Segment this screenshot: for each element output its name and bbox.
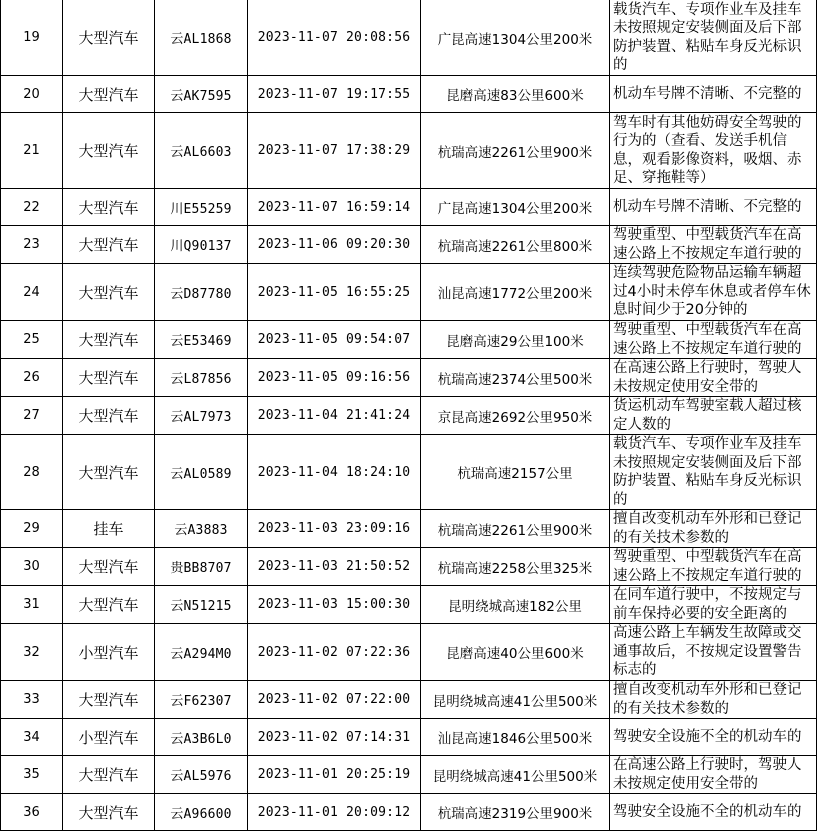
table-row [1,264,817,321]
cell-index: 26 [1,359,63,397]
cell-violation-time: 2023-11-04 21:41:24 [248,397,421,435]
cell-vehicle-type: 大型汽车 [63,0,155,76]
table-row [1,113,817,189]
cell-violation-description: 驾驶安全设施不全的机动车的 [610,794,817,831]
cell-violation-time: 2023-11-03 15:00:30 [248,586,421,624]
cell-vehicle-type: 大型汽车 [63,113,155,189]
cell-plate-number: 云D87780 [155,264,248,321]
table-row [1,719,817,756]
cell-index: 34 [1,719,63,756]
cell-index: 29 [1,510,63,548]
table-row [1,510,817,548]
cell-index: 22 [1,189,63,226]
cell-index: 35 [1,756,63,794]
cell-vehicle-type: 大型汽车 [63,397,155,435]
cell-plate-number: 川Q90137 [155,226,248,264]
table-row [1,0,817,76]
cell-violation-time: 2023-11-05 09:16:56 [248,359,421,397]
cell-plate-number: 云AK7595 [155,76,248,113]
cell-index: 32 [1,624,63,681]
cell-violation-location: 杭瑞高速2261公里900米 [421,510,610,548]
cell-violation-location: 杭瑞高速2374公里500米 [421,359,610,397]
cell-plate-number: 川E55259 [155,189,248,226]
cell-plate-number: 云N51215 [155,586,248,624]
cell-violation-location: 杭瑞高速2258公里325米 [421,548,610,586]
table-row [1,681,817,719]
cell-plate-number: 云F62307 [155,681,248,719]
cell-plate-number: 云AL6603 [155,113,248,189]
table-row [1,76,817,113]
table-row [1,359,817,397]
cell-violation-time: 2023-11-02 07:22:00 [248,681,421,719]
table-row [1,397,817,435]
cell-violation-time: 2023-11-05 09:54:07 [248,321,421,359]
cell-violation-description: 机动车号牌不清晰、不完整的 [610,76,817,113]
cell-vehicle-type: 大型汽车 [63,76,155,113]
cell-plate-number: 云A96600 [155,794,248,831]
table-row [1,321,817,359]
cell-violation-description: 驾驶重型、中型载货汽车在高速公路上不按规定车道行驶的 [610,321,817,359]
cell-violation-location: 昆明绕城高速182公里 [421,586,610,624]
cell-index: 30 [1,548,63,586]
table-row [1,756,817,794]
cell-violation-location: 汕昆高速1772公里200米 [421,264,610,321]
cell-vehicle-type: 大型汽车 [63,321,155,359]
cell-index: 24 [1,264,63,321]
cell-vehicle-type: 大型汽车 [63,264,155,321]
cell-violation-time: 2023-11-05 16:55:25 [248,264,421,321]
cell-violation-description: 机动车号牌不清晰、不完整的 [610,189,817,226]
cell-violation-description: 连续驾驶危险物品运输车辆超过4小时未停车休息或者停车休息时间少于20分钟的 [610,264,817,321]
table-row [1,548,817,586]
cell-violation-time: 2023-11-07 16:59:14 [248,189,421,226]
cell-index: 27 [1,397,63,435]
cell-violation-location: 昆磨高速83公里600米 [421,76,610,113]
cell-violation-time: 2023-11-03 23:09:16 [248,510,421,548]
cell-violation-description: 驾驶重型、中型载货汽车在高速公路上不按规定车道行驶的 [610,548,817,586]
cell-violation-description: 驾车时有其他妨碍安全驾驶的行为的（查看、发送手机信息，观看影像资料，吸烟、赤足、穿拖鞋等） [610,113,817,189]
cell-plate-number: 云A3B6L0 [155,719,248,756]
cell-violation-location: 杭瑞高速2319公里900米 [421,794,610,831]
cell-violation-time: 2023-11-07 17:38:29 [248,113,421,189]
table-row [1,794,817,831]
cell-violation-location: 杭瑞高速2261公里900米 [421,113,610,189]
cell-plate-number: 云AL7973 [155,397,248,435]
cell-plate-number: 贵BB8707 [155,548,248,586]
cell-index: 23 [1,226,63,264]
cell-violation-time: 2023-11-02 07:14:31 [248,719,421,756]
cell-violation-location: 昆明绕城高速41公里500米 [421,756,610,794]
cell-vehicle-type: 大型汽车 [63,586,155,624]
cell-index: 31 [1,586,63,624]
cell-index: 36 [1,794,63,831]
cell-plate-number: 云L87856 [155,359,248,397]
cell-violation-description: 驾驶安全设施不全的机动车的 [610,719,817,756]
cell-violation-time: 2023-11-07 19:17:55 [248,76,421,113]
cell-violation-location: 广昆高速1304公里200米 [421,189,610,226]
cell-vehicle-type: 小型汽车 [63,719,155,756]
table-row [1,435,817,510]
cell-plate-number: 云E53469 [155,321,248,359]
cell-violation-location: 昆磨高速40公里600米 [421,624,610,681]
cell-violation-description: 货运机动车驾驶室载人超过核定人数的 [610,397,817,435]
cell-violation-description: 高速公路上车辆发生故障或交通事故后，不按规定设置警告标志的 [610,624,817,681]
cell-vehicle-type: 大型汽车 [63,681,155,719]
cell-violation-location: 广昆高速1304公里200米 [421,0,610,76]
cell-index: 28 [1,435,63,510]
table-body [1,0,817,831]
cell-violation-description: 擅自改变机动车外形和已登记的有关技术参数的 [610,510,817,548]
cell-index: 21 [1,113,63,189]
cell-index: 25 [1,321,63,359]
cell-violation-location: 昆磨高速29公里100米 [421,321,610,359]
cell-violation-description: 在高速公路上行驶时，驾驶人未按规定使用安全带的 [610,756,817,794]
cell-vehicle-type: 大型汽车 [63,794,155,831]
cell-violation-time: 2023-11-06 09:20:30 [248,226,421,264]
cell-violation-time: 2023-11-01 20:09:12 [248,794,421,831]
cell-vehicle-type: 大型汽车 [63,548,155,586]
cell-violation-description: 在同车道行驶中，不按规定与前车保持必要的安全距离的 [610,586,817,624]
cell-violation-location: 昆明绕城高速41公里500米 [421,681,610,719]
cell-vehicle-type: 大型汽车 [63,435,155,510]
cell-violation-location: 杭瑞高速2157公里 [421,435,610,510]
cell-violation-description: 在高速公路上行驶时，驾驶人未按规定使用安全带的 [610,359,817,397]
cell-vehicle-type: 大型汽车 [63,226,155,264]
cell-violation-time: 2023-11-01 20:25:19 [248,756,421,794]
cell-violation-time: 2023-11-04 18:24:10 [248,435,421,510]
cell-vehicle-type: 小型汽车 [63,624,155,681]
cell-index: 33 [1,681,63,719]
cell-plate-number: 云AL0589 [155,435,248,510]
cell-plate-number: 云AL1868 [155,0,248,76]
cell-plate-number: 云A3883 [155,510,248,548]
cell-index: 20 [1,76,63,113]
cell-violation-time: 2023-11-02 07:22:36 [248,624,421,681]
cell-index: 19 [1,0,63,76]
cell-vehicle-type: 大型汽车 [63,359,155,397]
table-row [1,586,817,624]
table-row [1,624,817,681]
table-row [1,226,817,264]
cell-vehicle-type: 大型汽车 [63,189,155,226]
cell-violation-description: 驾驶重型、中型载货汽车在高速公路上不按规定车道行驶的 [610,226,817,264]
cell-violation-location: 杭瑞高速2261公里800米 [421,226,610,264]
cell-plate-number: 云AL5976 [155,756,248,794]
cell-vehicle-type: 大型汽车 [63,756,155,794]
cell-violation-location: 京昆高速2692公里950米 [421,397,610,435]
cell-violation-time: 2023-11-03 21:50:52 [248,548,421,586]
cell-plate-number: 云A294M0 [155,624,248,681]
cell-violation-location: 汕昆高速1846公里500米 [421,719,610,756]
table-row [1,189,817,226]
cell-violation-description: 擅自改变机动车外形和已登记的有关技术参数的 [610,681,817,719]
cell-violation-description: 载货汽车、专项作业车及挂车未按照规定安装侧面及后下部防护装置、粘贴车身反光标识的 [610,435,817,510]
cell-vehicle-type: 挂车 [63,510,155,548]
cell-violation-time: 2023-11-07 20:08:56 [248,0,421,76]
cell-violation-description: 载货汽车、专项作业车及挂车未按照规定安装侧面及后下部防护装置、粘贴车身反光标识的 [610,0,817,76]
